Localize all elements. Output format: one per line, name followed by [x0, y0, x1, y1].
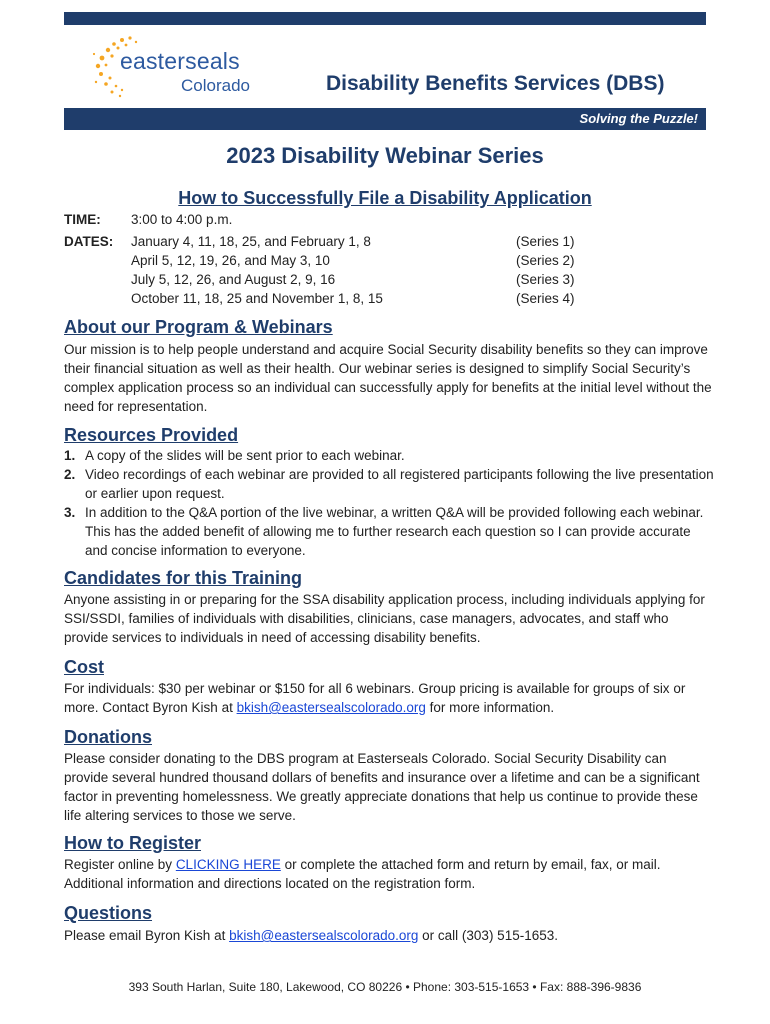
- candidates-heading: Candidates for this Training: [64, 568, 303, 588]
- series-label: (Series 3): [516, 272, 575, 287]
- questions-text-part: or call (303) 515-1653.: [418, 928, 558, 943]
- dates-list: [131, 232, 383, 308]
- list-text: Video recordings of each webinar are provided to all registered participants following the live presentation or earlier upon request.: [85, 467, 714, 501]
- cost-text: [64, 679, 714, 717]
- page-subtitle: How to Successfully File a Disability Application: [178, 188, 592, 208]
- footer-contact: 393 South Harlan, Suite 180, Lakewood, CO 80226 • Phone: 303-515-1653 • Fax: 888-396-9836: [128, 980, 642, 994]
- dates-row: January 4, 11, 18, 25, and February 1, 8: [131, 234, 371, 249]
- cost-text-part: For individuals: $30 per webinar or $150 for all 6 webinars. Group pricing is available for groups of six or more. Contact Byron Kish at: [64, 681, 686, 715]
- donations-heading: Donations: [64, 727, 152, 747]
- list-item: [64, 465, 714, 503]
- cost-text-part: for more information.: [425, 700, 555, 715]
- list-number: 1.: [64, 448, 76, 463]
- about-text: Our mission is to help people understand and acquire Social Security disability benefits so they can improve their financial situation as well as their health. Our webinar series is designed to simplify Social Security’s complex application process so an individual can successfully apply for benefits at the initial level without the need for representation.: [64, 342, 712, 414]
- list-item: [64, 503, 714, 560]
- cost-heading: Cost: [64, 657, 104, 677]
- list-text: A copy of the slides will be sent prior to each webinar.: [85, 448, 405, 463]
- logo-region: Colorado: [181, 76, 250, 95]
- dates-row: July 5, 12, 26, and August 2, 9, 16: [131, 272, 336, 287]
- register-text-part: or complete the attached form and return by email, fax, or mail. Additional information and directions located on the registration form.: [64, 857, 661, 891]
- questions-heading: Questions: [64, 903, 153, 923]
- questions-text-part: Please email Byron Kish at: [64, 928, 230, 943]
- resources-list: [64, 446, 714, 560]
- cost-email-link[interactable]: bkish@eastersealscolorado.org: [236, 700, 426, 715]
- resources-heading: Resources Provided: [64, 425, 239, 445]
- register-text: [64, 855, 714, 893]
- dates-row: April 5, 12, 19, 26, and May 3, 10: [131, 253, 330, 268]
- register-online-link[interactable]: CLICKING HERE: [175, 857, 281, 872]
- top-banner-bar: [64, 12, 706, 25]
- donations-text: Please consider donating to the DBS program at Easterseals Colorado. Social Security Disability can provide several hundred thousand dollars of benefits and insurance over a lifetime and can be a significant factor in preventing homelessness. We greatly appreciate donations that help us continue to provide these life altering services to those we serve.: [64, 751, 700, 823]
- register-text-part: Register online by: [64, 857, 176, 872]
- page-title: 2023 Disability Webinar Series: [226, 143, 544, 168]
- time-value: 3:00 to 4:00 p.m.: [131, 212, 233, 227]
- series-label: (Series 4): [516, 291, 575, 306]
- register-heading: How to Register: [64, 833, 202, 853]
- logo-wordmark: easterseals: [120, 48, 240, 74]
- list-number: 2.: [64, 467, 76, 482]
- series-label: (Series 1): [516, 234, 575, 249]
- list-item: [64, 446, 714, 465]
- questions-email-link[interactable]: bkish@eastersealscolorado.org: [229, 928, 419, 943]
- series-label: (Series 2): [516, 253, 575, 268]
- about-heading: About our Program & Webinars: [64, 317, 333, 337]
- dates-label: DATES:: [64, 234, 114, 249]
- tagline: Solving the Puzzle!: [579, 111, 698, 126]
- list-text: In addition to the Q&A portion of the live webinar, a written Q&A will be provided following each webinar. This has the added benefit of allowing me to further research each question so I can provide accurate and concise information to everyone.: [85, 505, 704, 558]
- candidates-text: Anyone assisting in or preparing for the SSA disability application process, including individuals applying for SSI/SSDI, families of individuals with disabilities, clinicians, case managers, advocates, and staff who provide services to individuals in need of accessing disability benefits.: [64, 592, 705, 645]
- questions-text: [64, 926, 714, 945]
- time-label: TIME:: [64, 212, 101, 227]
- program-title: Disability Benefits Services (DBS): [326, 72, 665, 95]
- list-number: 3.: [64, 505, 76, 520]
- series-list: [516, 232, 575, 308]
- dates-row: October 11, 18, 25 and November 1, 8, 15: [131, 291, 383, 306]
